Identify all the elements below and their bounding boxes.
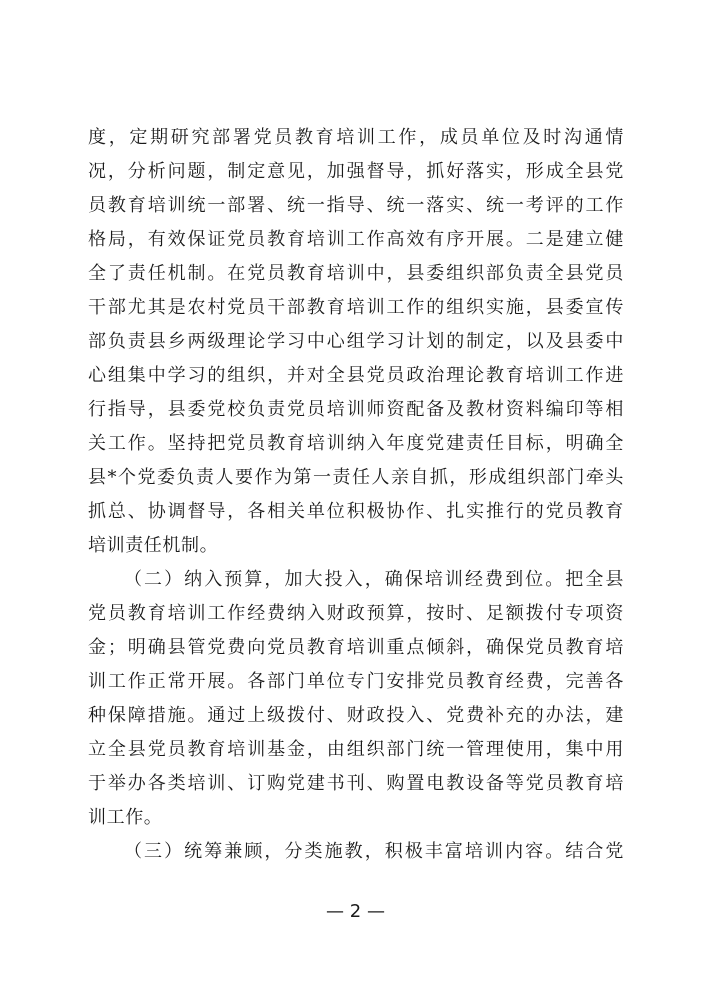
text-line: 训工作正常开展。各部门单位专门安排党员教育经费，完善各 <box>88 671 624 692</box>
text-line: 抓总、协调督导，各相关单位积极协作、扎实推行的党员教育 <box>88 501 624 522</box>
paragraph-3 <box>88 835 624 869</box>
text-line: 心组集中学习的组织，并对全县党员政治理论教育培训工作进 <box>88 365 624 386</box>
text-line: 干部尤其是农村党员干部教育培训工作的组织实施，县委宣传 <box>88 297 624 318</box>
text-line: 全了责任机制。在党员教育培训中，县委组织部负责全县党员 <box>88 263 624 284</box>
text-line: 党员教育培训工作经费纳入财政预算，按时、足额拨付专项资 <box>88 603 624 624</box>
text-line: 员教育培训统一部署、统一指导、统一落实、统一考评的工作 <box>88 195 624 216</box>
text-line: 金；明确县管党费向党员教育培训重点倾斜，确保党员教育培 <box>88 637 624 658</box>
text-line: 部负责县乡两级理论学习中心组学习计划的制定，以及县委中 <box>88 331 624 352</box>
text-line: 培训责任机制。 <box>88 535 219 556</box>
body-text <box>88 121 624 869</box>
text-line: 度，定期研究部署党员教育培训工作，成员单位及时沟通情 <box>88 127 624 148</box>
text-line: 立全县党员教育培训基金，由组织部门统一管理使用，集中用 <box>88 739 624 760</box>
text-line: 况，分析问题，制定意见，加强督导，抓好落实，形成全县党 <box>88 161 624 182</box>
text-line: 行指导，县委党校负责党员培训师资配备及教材资料编印等相 <box>88 399 624 420</box>
page-number: — 2 — <box>326 901 385 922</box>
paragraph-2 <box>88 563 624 835</box>
paragraph-1 <box>88 121 624 563</box>
text-line: 种保障措施。通过上级拨付、财政投入、党费补充的办法，建 <box>88 705 624 726</box>
text-line: （二）纳入预算，加大投入，确保培训经费到位。把全县 <box>124 569 624 590</box>
text-line: （三）统筹兼顾，分类施教，积极丰富培训内容。结合党 <box>124 841 624 862</box>
text-line: 关工作。坚持把党员教育培训纳入年度党建责任目标，明确全 <box>88 433 624 454</box>
text-line: 格局，有效保证党员教育培训工作高效有序开展。二是建立健 <box>88 229 624 250</box>
text-line: 训工作。 <box>88 807 163 828</box>
text-line: 于举办各类培训、订购党建书刊、购置电教设备等党员教育培 <box>88 773 624 794</box>
text-line: 县*个党委负责人要作为第一责任人亲自抓，形成组织部门牵头 <box>88 467 624 488</box>
